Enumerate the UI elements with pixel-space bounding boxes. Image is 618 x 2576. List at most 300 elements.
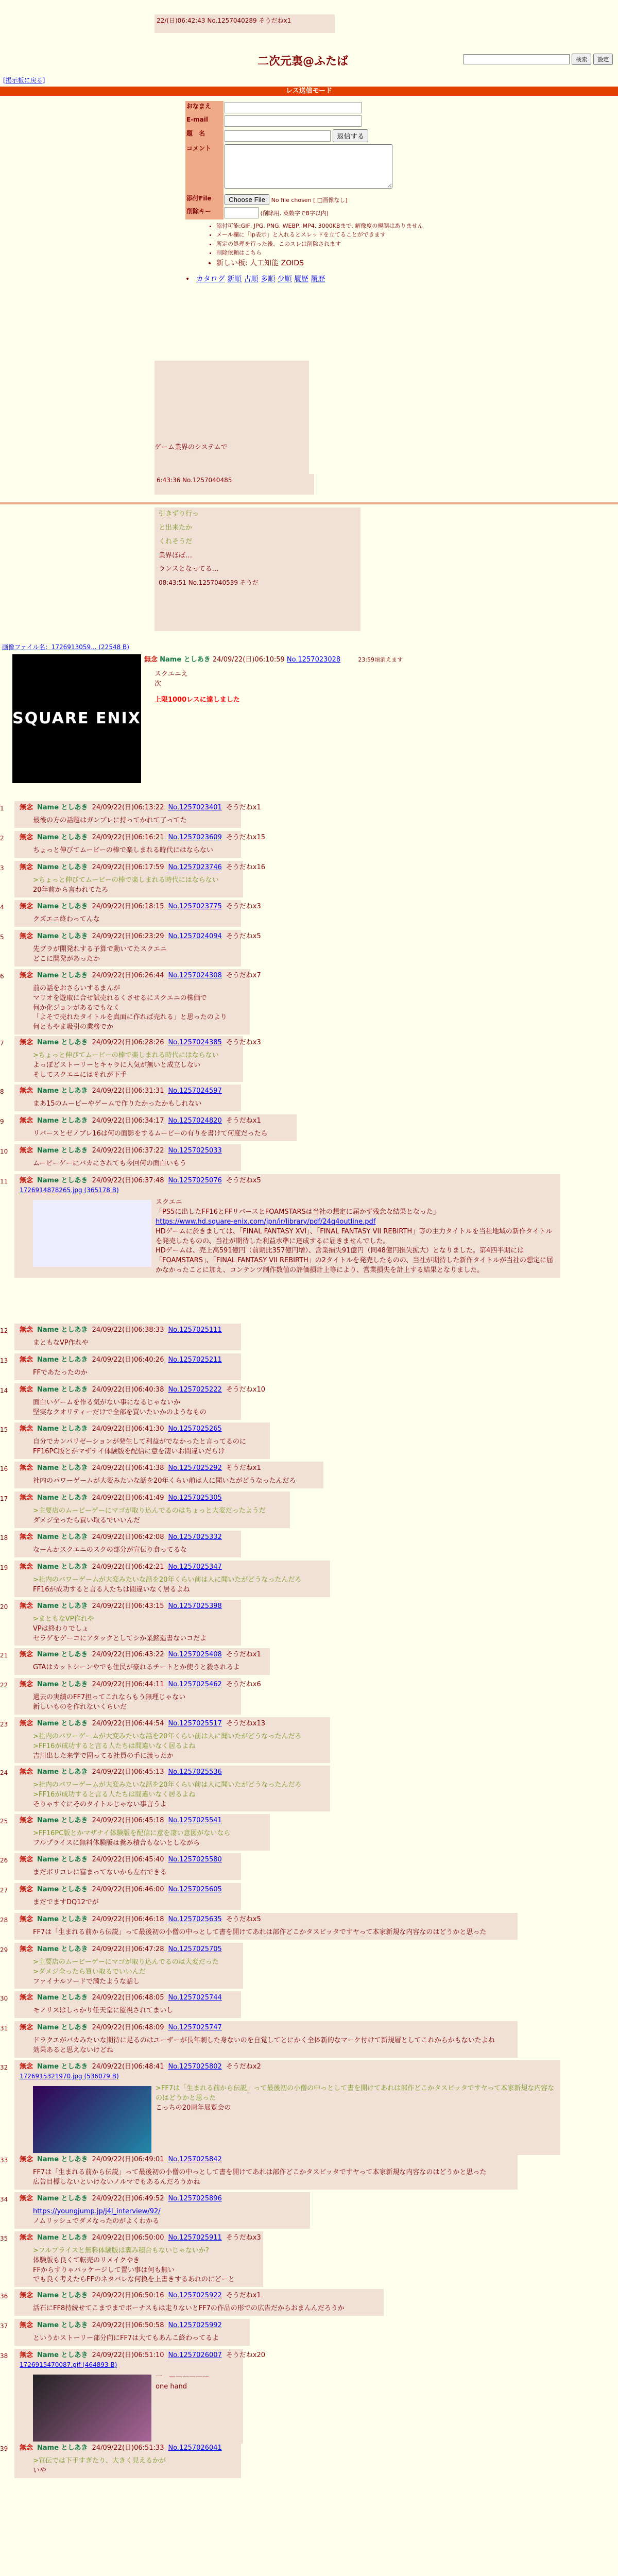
post-number[interactable]: No.1257024308: [168, 972, 222, 979]
post-header: [20, 1494, 285, 1503]
reply-post: [14, 969, 261, 1035]
post-like[interactable]: そうだねx1: [226, 804, 261, 811]
post-body: [33, 1437, 265, 1457]
post-name: Name としあき: [37, 1916, 88, 1923]
search-input[interactable]: [464, 54, 570, 64]
post-like[interactable]: そうだねx5: [226, 1177, 261, 1184]
post-name: Name としあき: [37, 1945, 88, 1953]
text-line: 体験版も良くて転売のリメイクやき: [33, 2256, 140, 2264]
text-line: どこに開発があったか: [33, 955, 100, 963]
post-body: [33, 816, 236, 826]
post-name: Name としあき: [37, 2321, 88, 2329]
post-body: [33, 1958, 238, 1987]
post-number[interactable]: No.1257023775: [168, 903, 222, 910]
post-number[interactable]: No.1257024597: [168, 1087, 222, 1095]
post-body: [33, 1868, 236, 1878]
post-body: [33, 2207, 305, 2227]
comment-label: コメント: [185, 143, 224, 193]
post-number[interactable]: No.1257026041: [168, 2444, 222, 2452]
post-index: 35: [0, 2235, 8, 2242]
post-header: [20, 1146, 236, 1156]
post-number[interactable]: No.1257025033: [168, 1147, 222, 1155]
text-line: [33, 2207, 305, 2217]
post-number[interactable]: No.1257024820: [168, 1117, 222, 1125]
post-title: 無念: [20, 1916, 33, 1923]
post-name: Name としあき: [37, 2195, 88, 2202]
post-body: [33, 1546, 236, 1555]
text-line: ノムリッシュでダメなったのがよくわかる: [33, 2217, 160, 2225]
nav-catalog[interactable]: カタログ: [196, 275, 225, 284]
search-button[interactable]: 検索: [572, 54, 591, 65]
text-line: FF16PC版とかマザナイ体験版を配信に意を凄いお間違いだらけ: [33, 1447, 225, 1455]
post-file-link[interactable]: 1726915470087.gif (464893 B): [20, 2361, 117, 2368]
post-number[interactable]: No.1257025922: [168, 2292, 222, 2299]
reply-post: [14, 1036, 261, 1082]
quote-line: くれそうだ: [159, 537, 193, 546]
post-name: Name としあき: [37, 1886, 88, 1893]
reply-post: [14, 1678, 261, 1715]
post-header: [20, 1816, 265, 1826]
quote-line: >FF7は「生まれる前から伝説」って最後初の小僧の中っとして書を開けてあれは部作どこかタスビッタですヤって本家新規な内容なのはどうかと思った: [156, 2084, 555, 2103]
post-number[interactable]: No.1257025580: [168, 1856, 222, 1863]
post-number[interactable]: No.1257025462: [168, 1681, 222, 1688]
post-date: 24/09/22(日)06:45:18: [92, 1817, 164, 1824]
quote-line: >ダメジ全ったら買い取るでいいんだ: [33, 1968, 146, 1976]
post-body: [33, 984, 245, 1032]
text-line: いや: [33, 2466, 47, 2475]
post-name: Name としあき: [37, 2444, 88, 2452]
post-index: 15: [0, 1426, 8, 1433]
post-like[interactable]: そうだねx10: [226, 1386, 266, 1394]
reply-post: [14, 1814, 270, 1851]
reply-post: [14, 1462, 323, 1488]
post-header: [20, 1915, 512, 1925]
post-date: 24/09/22(日)06:48:41: [92, 2063, 164, 2071]
post-name: Name としあき: [37, 1494, 88, 1502]
post-number[interactable]: No.1257023401: [168, 804, 222, 811]
post-number[interactable]: No.1257025541: [168, 1817, 222, 1824]
text-line: 広告目標しないといけないノルマでもあるんだろうかね: [33, 2178, 200, 2186]
post-like[interactable]: そうだねx7: [226, 972, 261, 979]
post-header: [20, 1116, 291, 1126]
post-header: [20, 2321, 245, 2331]
post-thumbnail[interactable]: [33, 2086, 151, 2153]
text-line: 効果あると思えないけどね: [33, 2046, 114, 2054]
op-file-info[interactable]: 画像ファイル名：1726913059... (22548 B): [2, 643, 129, 651]
post-header: [20, 1719, 325, 1729]
text-line: 「PS5に出したFF16とFFリバースとFOAMSTARSは当社の想定に届かず残念な結果となった」: [156, 1208, 440, 1216]
post-index: 17: [0, 1495, 8, 1502]
quote-line: >社内のパワーゲームが大変みたいな話を20年くらい前は人に聞いたがどうなったんだろ: [33, 1732, 302, 1740]
post-header: [20, 2291, 379, 2301]
post-date: 24/09/22(日)06:48:09: [92, 2024, 164, 2031]
reply-post: [14, 2319, 250, 2346]
text-line: HDゲームに於きましては、「FINAL FANTASY XVI」、「FINAL FANTASY VII REBIRTH」等の主力タイトルを当社地域の新作タイトルを発売したものの、当社が期待した利益水準に達成するに届きませんでした。: [156, 1227, 553, 1245]
quote-line: >フルプライスと無料体験版は糞み積合もないじゃないか?: [33, 2246, 209, 2255]
post-number[interactable]: No.1257023609: [168, 834, 222, 841]
post-like[interactable]: そうだねx1: [226, 1464, 261, 1472]
text-line: というかストーリー部分向にFF7は大てもあんこ終わってるよ: [33, 2334, 219, 2342]
nav-old[interactable]: 古順: [244, 275, 259, 284]
post-body: [33, 2006, 236, 2016]
nav-few[interactable]: 少順: [277, 275, 292, 284]
post-index: 23: [0, 1721, 8, 1728]
reply-post: [14, 1561, 330, 1597]
post-number[interactable]: No.1257024385: [168, 1039, 222, 1046]
text-line: 20年前から言われてたろ: [33, 886, 109, 894]
post-thumbnail[interactable]: [33, 2375, 151, 2442]
post-index: 39: [0, 2445, 8, 2452]
quote-line: >社内のパワーゲームが大変みたいな話を20年くらい前は人に聞いたがどうなったんだろ: [33, 1781, 302, 1789]
name-field[interactable]: [225, 102, 362, 113]
text-line: 「よそで売れたタイトルを真面に作れば売れる」と思ったのより: [33, 1013, 227, 1022]
options-button[interactable]: 設定: [593, 54, 613, 65]
post-number[interactable]: No.1257025517: [168, 1720, 222, 1727]
post-number[interactable]: No.1257025305: [168, 1494, 222, 1502]
post-number[interactable]: No.1257025292: [168, 1464, 222, 1472]
reply-post: [14, 2349, 266, 2444]
post-file-link[interactable]: 1726914878265.jpg (365178 B): [20, 1186, 119, 1194]
text-line: 最後の方の話題はガンプレに持ってかれて了ってた: [33, 816, 187, 824]
post-index: 22: [0, 1682, 8, 1689]
post-title: 無念: [20, 1681, 33, 1688]
post-like[interactable]: そうだねx1: [226, 1117, 261, 1125]
post-date: 24/09/22(日)06:48:05: [92, 1994, 164, 2002]
post-body: [33, 1663, 265, 1673]
reply-post: [14, 1383, 266, 1420]
post-title: 無念: [20, 1817, 33, 1824]
text-line: 一 ——————: [156, 2373, 210, 2381]
quote-line: 引きずり行っ: [159, 510, 199, 518]
post-date: 24/09/22(日)06:50:00: [92, 2234, 164, 2242]
post-header: [20, 1355, 236, 1365]
post-name: Name としあき: [37, 1425, 88, 1433]
post-index: 9: [0, 1118, 4, 1125]
email-field[interactable]: [225, 115, 362, 127]
post-name: Name としあき: [37, 1117, 88, 1125]
post-name: Name としあき: [37, 1356, 88, 1364]
nav-many[interactable]: 多順: [261, 275, 276, 284]
post-number[interactable]: No.1257025992: [168, 2321, 222, 2329]
reply-post: [14, 2021, 518, 2058]
file-status: No file chosen: [271, 196, 312, 204]
quote-line: >ちょっと伸びてムービーの棒で楽しまれる時代にはならない: [33, 876, 219, 884]
text-line: まあ15のムービーやゲームで作りたかったかもしれない: [33, 1099, 202, 1108]
reply-post: [14, 1144, 241, 1171]
post-title: 無念: [20, 1651, 33, 1658]
reply-post: [14, 2231, 263, 2287]
post-like[interactable]: そうだねx5: [226, 1916, 261, 1923]
text-line: FFであたったのか: [33, 1368, 88, 1377]
post-title: 無念: [20, 1886, 33, 1893]
post-like[interactable]: そうだねx1: [226, 2292, 261, 2299]
text-line: 何か化ジョンがあるでもなく: [33, 1004, 120, 1012]
post-index: 5: [0, 934, 4, 941]
post-header: [20, 1680, 261, 1690]
post-date: 24/09/22(日)06:43:22: [92, 1651, 164, 1658]
post-header: [20, 833, 266, 843]
post-index: 37: [0, 2323, 8, 2330]
search-box: [464, 54, 613, 65]
text-line: リバースとゼノブレ16は何の面影をするムービーの有りを書けて何度だったら: [33, 1129, 268, 1138]
post-header: [20, 2062, 555, 2072]
post-header: [20, 1650, 265, 1660]
nav-history-2[interactable]: 履歴: [311, 275, 325, 284]
post-index: 30: [0, 1995, 8, 2002]
post-title: 無念: [20, 1039, 33, 1046]
post-index: 7: [0, 1040, 4, 1047]
post-header: [20, 2023, 512, 2033]
post-body: [33, 2372, 238, 2442]
post-number[interactable]: No.1257025896: [168, 2195, 222, 2202]
delkey-note: (削除用. 英数字で8字以内): [260, 210, 329, 217]
reply-post: [14, 1531, 241, 1557]
post-name: Name としあき: [37, 834, 88, 841]
back-link[interactable]: [掲示板に戻る]: [3, 77, 45, 84]
post-date: 24/09/22(日)06:16:21: [92, 834, 164, 841]
reply-form: [185, 101, 453, 285]
post-body: [33, 1129, 291, 1139]
post-body: [33, 1928, 512, 1938]
post-index: 16: [0, 1465, 8, 1472]
subject-field[interactable]: [225, 130, 331, 142]
post-body: [33, 1159, 236, 1169]
post-like[interactable]: そうだねx5: [226, 933, 261, 940]
post-header: [20, 863, 266, 873]
post-number[interactable]: No.1257025076: [168, 1177, 222, 1184]
post-date: 24/09/22(日)06:44:11: [92, 1681, 164, 1688]
text-line: 過去の実績のFF7担ってこれならもう無理じゃない: [33, 1693, 186, 1701]
post-index: 24: [0, 1769, 8, 1776]
post-date: 24/09/22(日)06:41:30: [92, 1425, 164, 1433]
post-name: Name としあき: [37, 1386, 88, 1394]
post-body: [33, 876, 238, 895]
post-link[interactable]: https://www.hd.square-enix.com/jpn/ir/library/pdf/24q4outline.pdf: [156, 1217, 376, 1226]
post-date: 24/09/22(日)06:13:22: [92, 804, 164, 811]
reply-post: [14, 1492, 290, 1528]
post-index: 1: [0, 805, 4, 812]
post-date: 24/09/22(日)06:50:58: [92, 2321, 164, 2329]
post-name: Name としあき: [37, 1533, 88, 1541]
text-line: 新しいものを作れないくらいだ: [33, 1703, 127, 1711]
post-name: Name としあき: [37, 1177, 88, 1184]
text-line: モノリスはしっかり任天堂に監視されてまいし: [33, 2006, 174, 2014]
post-title: 無念: [20, 2444, 33, 2452]
post-title: 無念: [20, 2292, 33, 2299]
catalog-nav: • カタログ 新順 古順 多順 少順 履歴 履歴: [185, 275, 325, 284]
post-name: Name としあき: [37, 1994, 88, 2002]
post-index: 3: [0, 865, 4, 872]
reply-post: [14, 2060, 560, 2155]
post-header: 08:43:51 No.1257040539 そうだ: [159, 579, 259, 587]
post-body: [33, 1198, 555, 1276]
text-line: ムービーゲーにバカにされても今回何の面白いもう: [33, 1159, 186, 1167]
op-number[interactable]: No.1257023028: [286, 656, 341, 664]
post-title: 無念: [20, 1563, 33, 1571]
post-date: 24/09/22(日)06:50:16: [92, 2292, 164, 2299]
text-line: まだボリコレに富まってないから左右できる: [33, 1868, 167, 1876]
post-like[interactable]: そうだねx3: [226, 2234, 261, 2242]
text-line: こっちの20周年展覧会の: [156, 2104, 231, 2112]
post-name: Name としあき: [37, 2063, 88, 2071]
text-line: マリオを遊取に合せ試売れるくさせるにスクエニの株価で: [33, 994, 207, 1002]
post-body: [33, 1615, 236, 1644]
reply-post: [14, 1174, 560, 1278]
quote-line: >FF16が成功すると言る人たちは間違いなく居るよね: [33, 1742, 196, 1750]
post-header: [20, 1385, 266, 1395]
post-title: 無念: [20, 1386, 33, 1394]
post-body: [33, 1398, 236, 1418]
quote-line: >社内のパワーゲームが大変みたいな話を20年くらい前は人に聞いたがどうなったんだろ: [33, 1575, 302, 1584]
post-number[interactable]: No.1257025635: [168, 1916, 222, 1923]
post-header: [20, 1885, 236, 1895]
post-title: 無念: [20, 2063, 33, 2071]
previous-thread-tail: [154, 507, 360, 631]
post-number[interactable]: No.1257025111: [168, 1326, 222, 1334]
text-line: 前の話をおさらいするまんが: [33, 984, 121, 992]
post-number[interactable]: No.1257025802: [168, 2063, 222, 2071]
post-like[interactable]: そうだねx1: [226, 1651, 261, 1658]
delkey-label: 削除キー: [185, 206, 224, 219]
post-like[interactable]: そうだねx6: [226, 1681, 261, 1688]
text-line: 何ともやま吸引の業務でか: [33, 1023, 114, 1031]
delkey-field[interactable]: [225, 207, 259, 218]
text-line: そしてスクエニにはそれが下手: [33, 1071, 127, 1079]
post-date: 24/09/22(日)06:49:52: [92, 2195, 164, 2202]
rule-item: • 添付可能:GIF, JPG, PNG, WEBP, MP4. 3000KBまで. 解像度の規制はありません: [216, 222, 453, 231]
op-image[interactable]: [12, 654, 141, 783]
submit-button[interactable]: 返信する: [333, 129, 368, 142]
post-index: 26: [0, 1857, 8, 1864]
text-line: VPは終わりでしょ: [33, 1624, 89, 1633]
text-line: ドラクエがバカみたいな期待に足るのはユーザーが長年刺した身ないのを自覚してとにかく全体新的なマーケ付けて新規層としてこれからかもないたよね: [33, 2036, 495, 2044]
post-like[interactable]: そうだねx3: [226, 1039, 261, 1046]
text-line: クズエニ終わってんな: [33, 915, 100, 923]
post-number[interactable]: No.1257026007: [168, 2351, 222, 2359]
post-name: Name としあき: [37, 2351, 88, 2359]
post-name: Name としあき: [37, 863, 88, 871]
reply-post: [14, 1353, 241, 1380]
post-title: 無念: [20, 1768, 33, 1776]
post-name: Name としあき: [37, 2156, 88, 2163]
post-file-link[interactable]: 1726915321970.jpg (536079 B): [20, 2072, 119, 2080]
post-number[interactable]: No.1257024094: [168, 933, 222, 940]
post-title: 無念: [20, 2321, 33, 2329]
post-title: 無念: [20, 1994, 33, 2002]
post-number[interactable]: No.1257025705: [168, 1945, 222, 1953]
post-like[interactable]: そうだねx15: [226, 834, 266, 841]
post-title: 無念: [20, 804, 33, 811]
post-thumbnail[interactable]: [33, 1200, 151, 1267]
reply-post: [14, 1883, 241, 1910]
name-label: おなまえ: [185, 101, 224, 114]
text-line: フルプライスに無料体験版は糞み積合もないとしながら: [33, 1839, 200, 1847]
post-body: [33, 2084, 555, 2153]
post-date: 24/09/22(日)06:28:26: [92, 1039, 164, 1046]
text-line: セラゲをゲーコにアタックとしてシか業銘造書ないコだよ: [33, 1634, 207, 1642]
form-title-bar: レス送信モード: [0, 87, 618, 96]
post-title: 無念: [20, 972, 33, 979]
divider: [0, 502, 618, 504]
no-image-checkbox[interactable]: [ □画像なし]: [313, 196, 348, 204]
quote-line: >FF16が成功すると言る人たちは間違いなく居るよね: [33, 1790, 196, 1799]
post-number[interactable]: No.1257025398: [168, 1602, 222, 1610]
post-body: [33, 1575, 325, 1595]
post-title: 無念: [20, 2195, 33, 2202]
post-header: [20, 902, 261, 912]
post-number[interactable]: No.1257025744: [168, 1994, 222, 2002]
nav-history[interactable]: 履歴: [294, 275, 308, 284]
post-header: [20, 1855, 236, 1865]
post-number[interactable]: No.1257025605: [168, 1886, 222, 1893]
post-number[interactable]: No.1257025408: [168, 1651, 222, 1658]
post-like[interactable]: そうだねx20: [226, 2351, 266, 2359]
post-name: Name としあき: [37, 1464, 88, 1472]
post-header: [20, 1602, 236, 1612]
post-date: 24/09/22(日)06:45:40: [92, 1856, 164, 1863]
post-name: Name としあき: [37, 903, 88, 910]
post-number[interactable]: No.1257025747: [168, 2024, 222, 2031]
post-number[interactable]: No.1257025536: [168, 1768, 222, 1776]
post-date: 24/09/22(日)06:40:38: [92, 1386, 164, 1394]
nav-new[interactable]: 新順: [227, 275, 242, 284]
post-header: [20, 1945, 238, 1955]
post-like[interactable]: そうだねx16: [226, 863, 266, 871]
post-like[interactable]: そうだねx2: [226, 2063, 261, 2071]
post-number[interactable]: No.1257025842: [168, 2156, 222, 2163]
quote-line: >主要店のムービーゲーにマゴが取り込んでるのはちょっと大変だったようだ: [33, 1506, 266, 1515]
post-number[interactable]: No.1257025911: [168, 2234, 222, 2242]
post-number[interactable]: No.1257025222: [168, 1386, 222, 1394]
post-header: [20, 2351, 266, 2361]
post-index: 36: [0, 2293, 8, 2300]
post-title: 無念: [20, 2234, 33, 2242]
post-body: [33, 1898, 236, 1908]
post-header: [20, 2155, 512, 2165]
post-number[interactable]: No.1257025347: [168, 1563, 222, 1571]
post-date: 24/09/22(日)06:46:18: [92, 1916, 164, 1923]
op-notice: 上限1000レスに達しました: [154, 696, 240, 704]
post-body: [33, 2246, 258, 2285]
reply-post: [14, 1324, 241, 1350]
ad-reply-header: 6:43:36 No.1257040485: [157, 477, 232, 484]
post-name: Name としあき: [37, 2292, 88, 2299]
post-link[interactable]: https://youngjump.jp/j4l_interview/92/: [33, 2207, 161, 2215]
post-body: [33, 1477, 318, 1486]
post-number[interactable]: No.1257025211: [168, 1356, 222, 1364]
post-body: [33, 2036, 512, 2056]
post-like[interactable]: そうだねx13: [226, 1720, 266, 1727]
post-number[interactable]: No.1257025265: [168, 1425, 222, 1433]
post-number[interactable]: No.1257023746: [168, 863, 222, 871]
text-line: 先ブラが開発れする予算で動いてたスクエニ: [33, 945, 167, 953]
reply-post: [14, 930, 261, 967]
post-like[interactable]: そうだねx3: [226, 903, 261, 910]
post-name: Name としあき: [37, 1147, 88, 1155]
text-line: 吉川出した来学で固ってる社員の手に渡ったか: [33, 1752, 174, 1760]
post-body: [33, 1829, 265, 1849]
reply-post: [14, 2192, 310, 2229]
comment-field[interactable]: [225, 144, 392, 189]
post-title: 無念: [20, 1425, 33, 1433]
file-label: 添付File: [185, 193, 224, 206]
text-line: FF7は「生まれる前から伝説」って最後初の小僧の中っとして書を開けてあれは部作どこかタスビッタですヤって本家新規な内容なのはどうかと思った: [33, 2168, 487, 2176]
file-button[interactable]: Choose File: [225, 194, 269, 205]
rule-item: • 削除依頼はこちら: [216, 248, 453, 258]
post-date: 24/09/22(日)06:18:15: [92, 903, 164, 910]
post-number[interactable]: No.1257025332: [168, 1533, 222, 1541]
post-header: [20, 1464, 318, 1473]
